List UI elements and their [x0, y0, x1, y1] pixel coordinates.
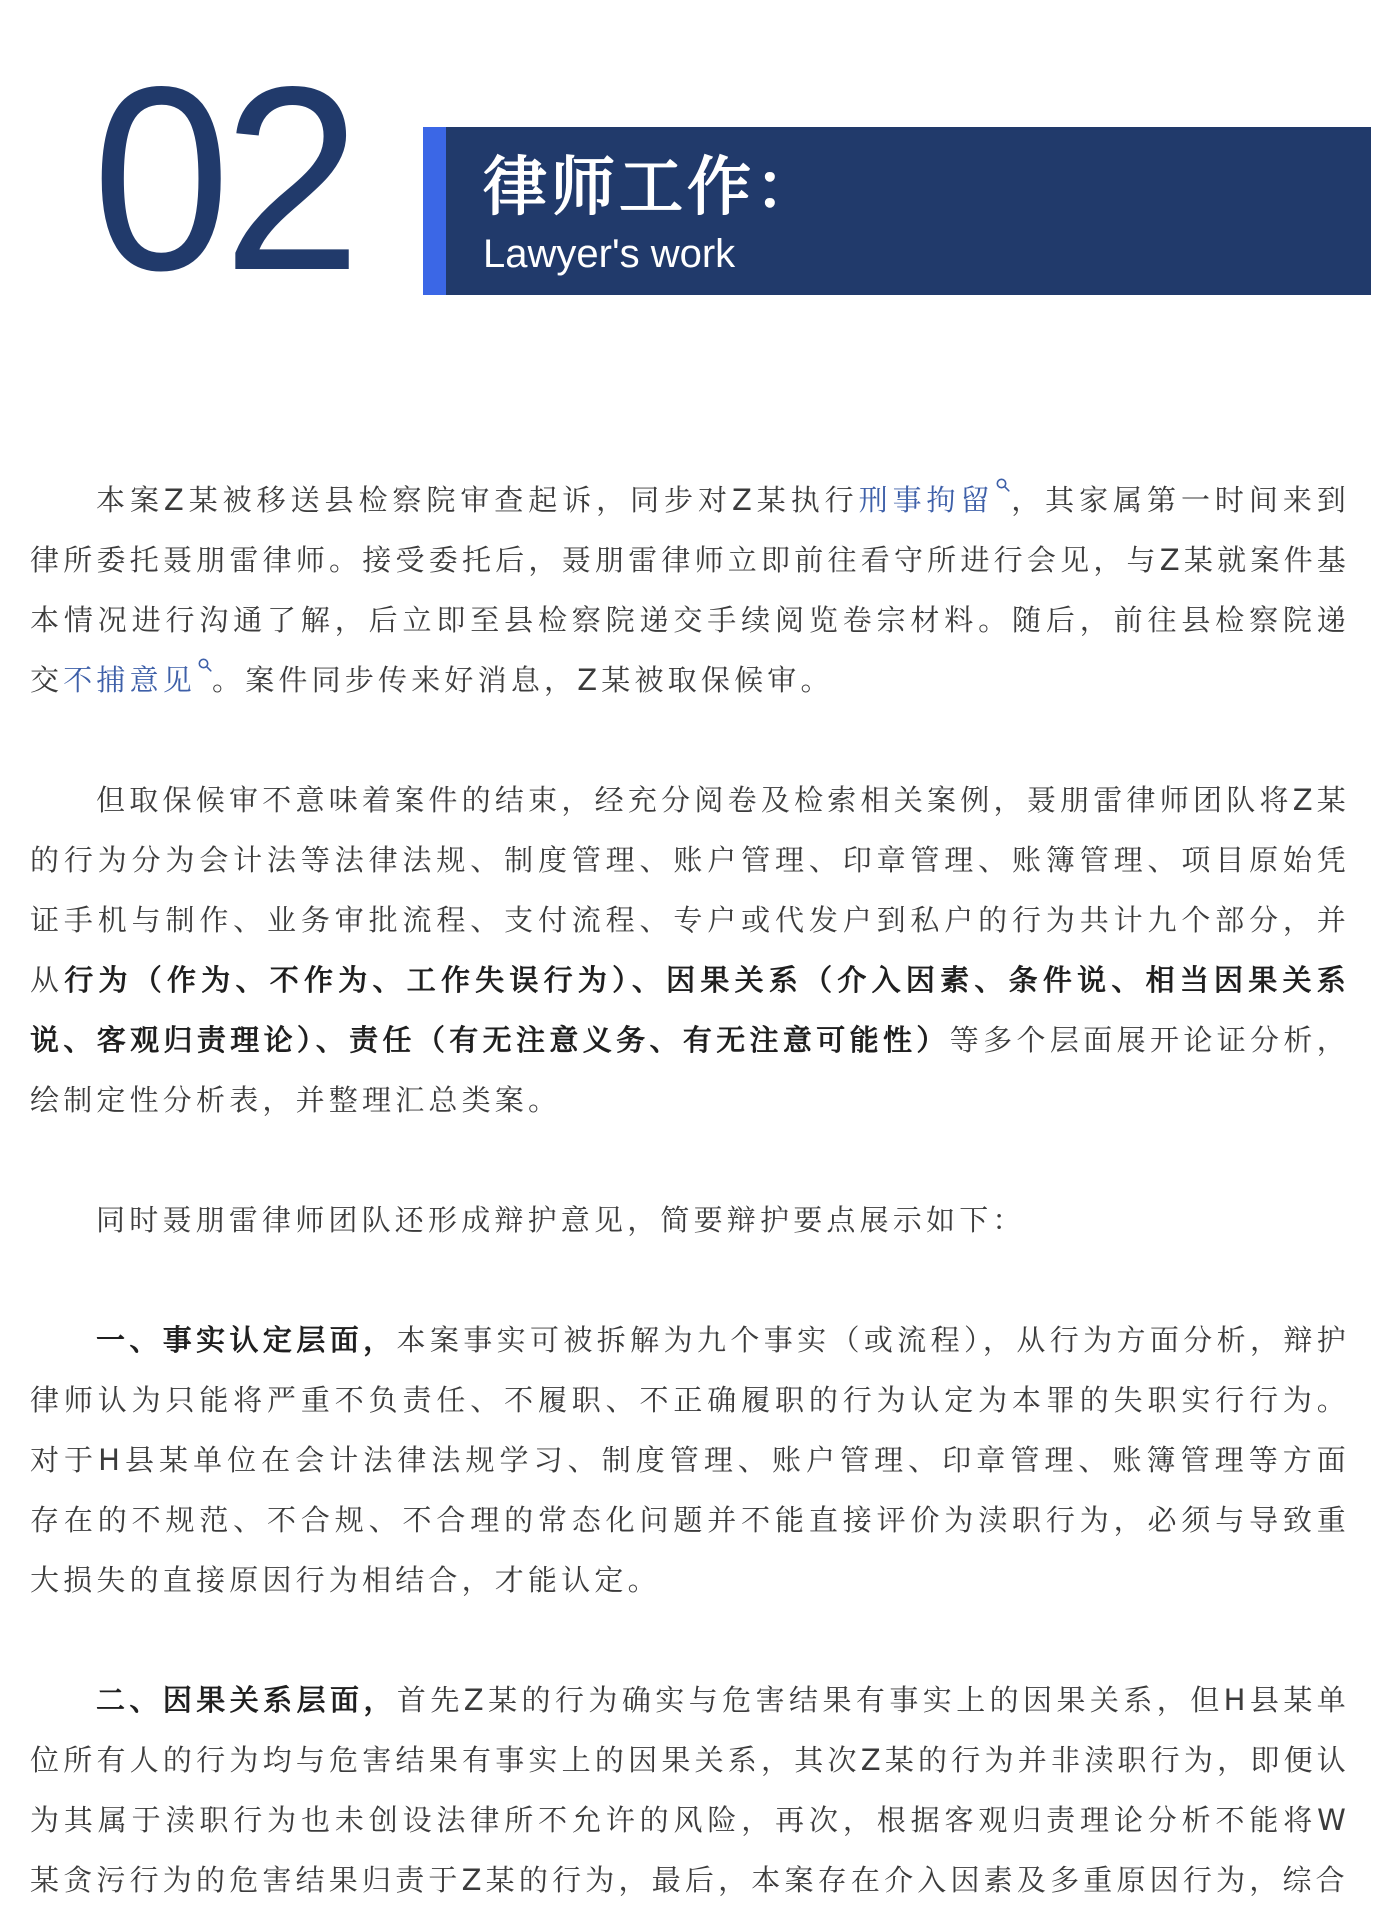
paragraph-spacer [30, 1250, 1350, 1310]
search-icon[interactable] [198, 658, 212, 672]
point-heading: 一、事实认定层面， [96, 1323, 397, 1357]
paragraph-analysis [30, 770, 1350, 1130]
bold-emphasis: 行为（作为、不作为、工作失误行为）、因果关系（介入因素、条件说、相当因果关系说、客观归责理论）、责任（有无注意义务、有无注意可能性） [30, 963, 1350, 1057]
section-subtitle: Lawyer's work [483, 232, 736, 276]
paragraph-causality [30, 1670, 1350, 1910]
text: 等多个层面展开论证分析，绘制定性分析表，并整理汇总类案。 [30, 1023, 1350, 1117]
text: 本案事实可被拆解为九个事实（或流程），从行为方面分析，辩护律师认为只能将严重不负责任、不履职、不正确履职的行为认定为本罪的失职实行行为。对于H县某单位在会计法律法规学习、制度管理、账户管理、印章管理、账簿管理等方面存在的不规范、不合规、不合理的常态化问题并不能直接评价为渎职行为，必须与导致重大损失的直接原因行为相结合，才能认定。 [30, 1323, 1350, 1597]
keyword-link-non-arrest-opinion[interactable]: 不捕意见 [63, 663, 197, 697]
text: 但取保候审不意味着案件的结束，经充分阅卷及检索相关案例，聂朋雷律师团队将Z某的行为分为会计法等法律法规、制度管理、账户管理、印章管理、账簿管理、项目原始凭证手机与制作、业务审批流程、支付流程、专户或代发户到私户的行为共计九个部分，并从 [30, 783, 1350, 997]
paragraph-fact-finding [30, 1310, 1350, 1610]
paragraph-spacer [30, 710, 1350, 770]
text: 本案Z某被移送县检察院审查起诉，同步对Z某执行 [96, 483, 859, 517]
article-body [30, 470, 1350, 1910]
paragraph-spacer [30, 1610, 1350, 1670]
search-icon[interactable] [996, 478, 1010, 492]
title-accent-stripe [423, 127, 446, 295]
text: 同时聂朋雷律师团队还形成辩护意见，简要辩护要点展示如下： [96, 1203, 1026, 1237]
section-number: 02 [92, 32, 354, 325]
text: ，其家属第一时间来到律所委托聂朋雷律师。接受委托后，聂朋雷律师立即前往看守所进行会见，与Z某就案件基本情况进行沟通了解，后立即至县检察院递交手续阅览卷宗材料。随后，前往县检察院递交 [30, 483, 1350, 697]
paragraph-spacer [30, 1130, 1350, 1190]
text: 首先Z某的行为确实与危害结果有事实上的因果关系，但H县某单位所有人的行为均与危害结果有事实上的因果关系，其次Z某的行为并非渎职行为，即便认为其属于渎职行为也未创设法律所不允许的风险，再次，根据客观归责理论分析不能将W某贪污行为的危害结果归责于Z某的行为，最后，本案存在介入因素及多重原因行为，综合 [30, 1683, 1350, 1897]
text: 。案件同步传来好消息，Z某被取保候审。 [212, 663, 834, 697]
paragraph-case-intro [30, 470, 1350, 710]
point-heading: 二、因果关系层面， [96, 1683, 397, 1717]
title-banner [423, 127, 1371, 295]
paragraph-defense-intro [30, 1190, 1350, 1250]
section-title: 律师工作： [483, 151, 823, 225]
section-header [0, 0, 1394, 325]
keyword-link-criminal-detention[interactable]: 刑事拘留 [858, 483, 995, 517]
